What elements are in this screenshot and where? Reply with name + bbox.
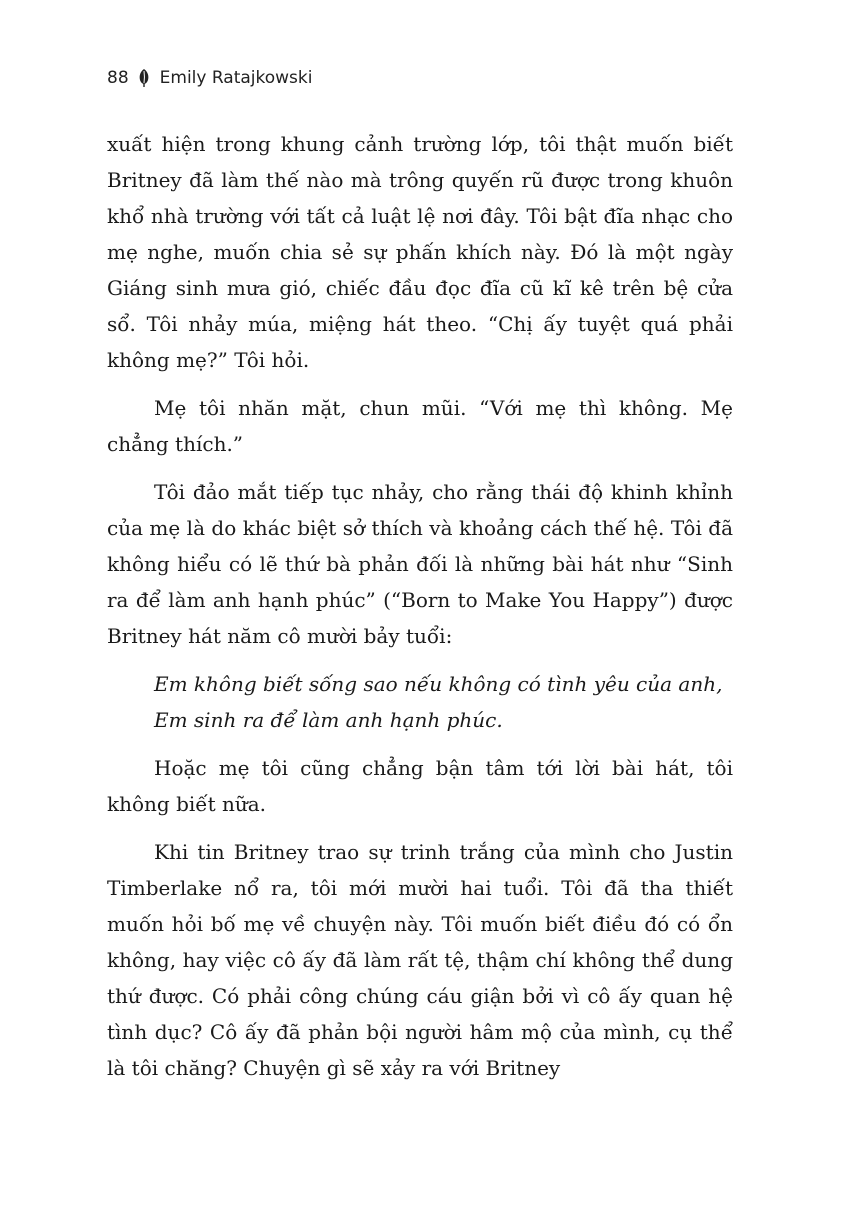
paragraph: Mẹ tôi nhăn mặt, chun mũi. “Với mẹ thì không. Mẹ chẳng thích.” bbox=[107, 396, 733, 456]
paragraph: Khi tin Britney trao sự trinh trắng của mình cho Justin Timberlake nổ ra, tôi mới mười hai tuổi. Tôi đã tha thiết muốn hỏi bố mẹ về chuyện này. Tôi muốn biết điều đó có ổn không, hay việc cô ấy đã làm rất tệ, thậm chí không thể dung thứ được. Có phải công chúng cáu giận bởi vì cô ấy quan hệ tình dục? Cô ấy đã phản bội người hâm mộ của mình, cụ thể là tôi chăng? Chuyện gì sẽ xảy ra với Britney bbox=[107, 840, 733, 1080]
song-lyrics bbox=[107, 666, 733, 738]
paragraph: xuất hiện trong khung cảnh trường lớp, tôi thật muốn biết Britney đã làm thế nào mà trông quyến rũ được trong khuôn khổ nhà trường với tất cả luật lệ nơi đây. Tôi bật đĩa nhạc cho mẹ nghe, muốn chia sẻ sự phấn khích này. Đó là một ngày Giáng sinh mưa gió, chiếc đầu đọc đĩa cũ kĩ kê trên bệ cửa sổ. Tôi nhảy múa, miệng hát theo. “Chị ấy tuyệt quá phải không mẹ?” Tôi hỏi. bbox=[107, 132, 733, 372]
body-text bbox=[107, 126, 733, 1086]
paragraph: Tôi đảo mắt tiếp tục nhảy, cho rằng thái độ khinh khỉnh của mẹ là do khác biệt sở thích và khoảng cách thế hệ. Tôi đã không hiểu có lẽ thứ bà phản đối là những bài hát như “Sinh ra để làm anh hạnh phúc” (“Born to Make You Happy”) được Britney hát năm cô mười bảy tuổi: bbox=[107, 480, 733, 648]
running-head bbox=[107, 66, 312, 90]
leaf-ornament-icon bbox=[138, 68, 150, 88]
page-number: 88 bbox=[107, 68, 129, 88]
author-name: Emily Ratajkowski bbox=[159, 68, 313, 88]
lyric-line: Em sinh ra để làm anh hạnh phúc. bbox=[154, 708, 503, 732]
lyric-line: Em không biết sống sao nếu không có tình yêu của anh, bbox=[154, 672, 723, 696]
paragraph: Hoặc mẹ tôi cũng chẳng bận tâm tới lời bài hát, tôi không biết nữa. bbox=[107, 756, 733, 816]
